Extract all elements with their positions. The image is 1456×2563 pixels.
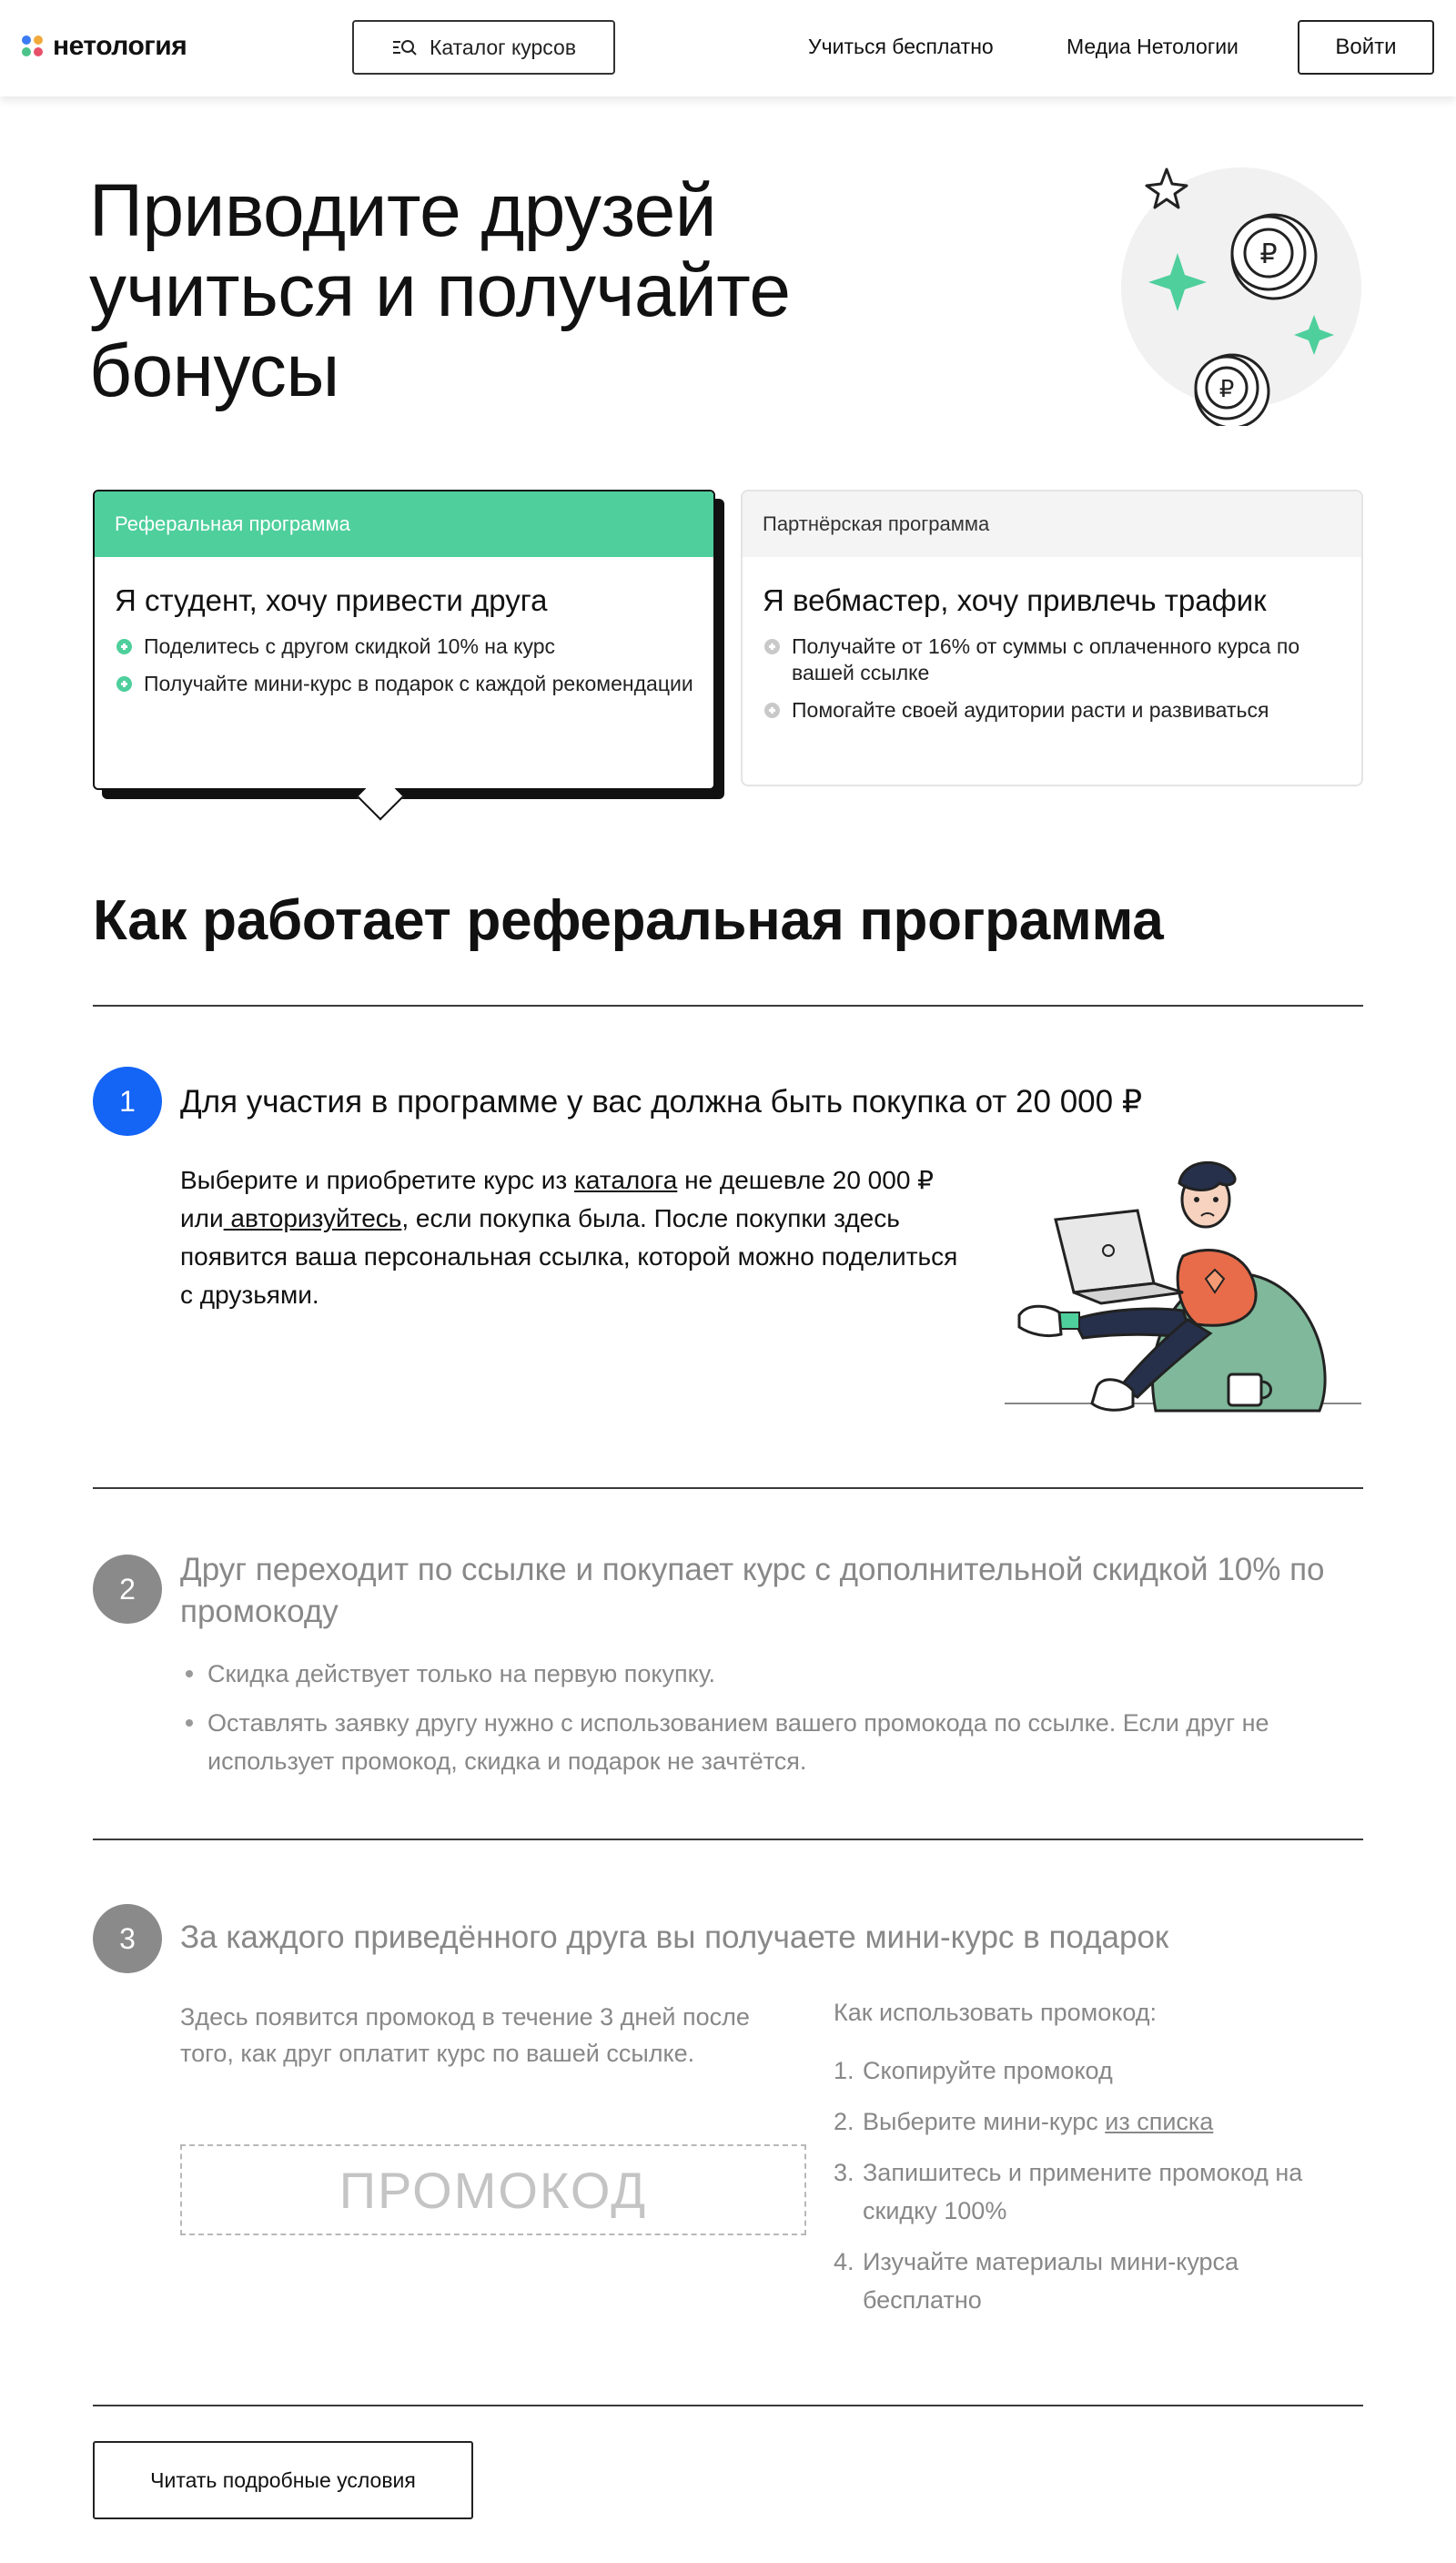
catalog-button-label: Каталог курсов (429, 35, 577, 59)
step-1-title: Для участия в программе у вас должна быть покупка от 20 000 ₽ (180, 1084, 1143, 1119)
list-item-text: Помогайте своей аудитории расти и развиваться (792, 698, 1269, 722)
list-item (115, 633, 693, 660)
step-1-description: Выберите и приобретите курс из каталога не дешевле 20 000 ₽ или авторизуйтесь, если покупка была. После покупки здесь появится ваша персональная ссылка, которой можно поделиться с друзьями. (180, 1166, 958, 1309)
divider (93, 1839, 1363, 1840)
mini-course-list-link[interactable]: из списка (1105, 2108, 1214, 2135)
list-item-text: Получайте от 16% от суммы с оплаченного курса по вашей ссылке (792, 634, 1300, 684)
list-item-text: Запишитесь и примените промокод на скидку 100% (863, 2159, 1303, 2224)
list-item (115, 671, 693, 697)
list-item-text: Выберите мини-курс (863, 2108, 1106, 2135)
list-number: 2. (834, 2108, 854, 2135)
site-header (0, 0, 1456, 96)
list-item (834, 2051, 1361, 2090)
step-3-number: 3 (93, 1904, 162, 1973)
coins-stars-illustration (1112, 153, 1376, 426)
promo-code-box[interactable]: ПРОМОКОД (180, 2144, 806, 2235)
referral-program-card[interactable] (93, 490, 715, 790)
plus-icon (116, 676, 132, 692)
login-button[interactable]: Войти (1298, 20, 1434, 75)
plus-icon (764, 639, 780, 654)
divider (93, 2405, 1363, 2406)
list-item-text: Получайте мини-курс в подарок с каждой рекомендации (144, 672, 693, 695)
list-item-text: Поделитесь с другом скидкой 10% на курс (144, 634, 556, 658)
logo-icon (22, 35, 44, 57)
section-title: Как работает реферальная программа (93, 889, 1164, 952)
referral-card-title: Я студент, хочу привести друга (115, 583, 548, 617)
partner-card-list (743, 628, 1361, 724)
step-2-number: 2 (93, 1555, 162, 1624)
plus-icon (116, 639, 132, 654)
list-number: 3. (834, 2159, 854, 2186)
list-item (763, 633, 1341, 686)
list-item: Скидка действует только на первую покупку. (180, 1655, 1363, 1693)
step-3-title: За каждого приведённого друга вы получаете мини-курс в подарок (180, 1920, 1169, 1955)
list-item-text: Изучайте материалы мини-курса бесплатно (863, 2248, 1239, 2314)
list-item (763, 697, 1341, 724)
step-2-title: Друг переходит по ссылке и покупает курс с дополнительной скидкой 10% по промокоду (180, 1552, 1325, 1629)
list-number: 4. (834, 2248, 854, 2275)
logo-text: нетология (53, 31, 187, 61)
svg-text:₽: ₽ (1218, 376, 1235, 403)
list-number: 1. (834, 2057, 854, 2084)
step-1-number: 1 (93, 1067, 162, 1136)
howto-title: Как использовать промокод: (834, 1999, 1158, 2026)
logo[interactable] (22, 31, 187, 62)
step-2-list (180, 1655, 1363, 1791)
list-item (834, 2153, 1361, 2230)
referral-card-tag: Реферальная программа (95, 491, 713, 557)
step-3-description: Здесь появится промокод в течение 3 дней после того, как друг оплатит курс по вашей ссылке. (180, 2003, 750, 2067)
nav-media[interactable]: Медиа Нетологии (1067, 35, 1239, 58)
howto-list (834, 2051, 1361, 2332)
hero-title: Приводите друзей учиться и получайте бонусы (89, 169, 791, 412)
svg-text:₽: ₽ (1259, 238, 1278, 270)
student-on-beanbag-illustration (1001, 1156, 1365, 1429)
plus-icon (764, 703, 780, 718)
partner-card-tag: Партнёрская программа (743, 491, 1361, 557)
card-pointer (358, 775, 404, 821)
read-conditions-button[interactable]: Читать подробные условия (93, 2441, 473, 2519)
catalog-button[interactable] (352, 20, 615, 75)
list-item-text: Скопируйте промокод (863, 2057, 1113, 2084)
auth-link[interactable]: авторизуйтесь (223, 1204, 402, 1232)
partner-program-card[interactable] (741, 490, 1363, 786)
nav-learn-free[interactable]: Учиться бесплатно (808, 35, 994, 58)
list-item: Оставлять заявку другу нужно с использованием вашего промокода по ссылке. Если друг не использует промокод, скидка и подарок не зачтётся. (180, 1704, 1363, 1780)
referral-card-list (95, 628, 713, 697)
list-item (834, 2102, 1361, 2141)
list-item (834, 2243, 1361, 2319)
catalog-link[interactable]: каталога (573, 1166, 678, 1194)
divider (93, 1487, 1363, 1489)
divider (93, 1005, 1363, 1007)
partner-card-title: Я вебмастер, хочу привлечь трафик (763, 583, 1267, 617)
catalog-search-icon (391, 36, 419, 58)
